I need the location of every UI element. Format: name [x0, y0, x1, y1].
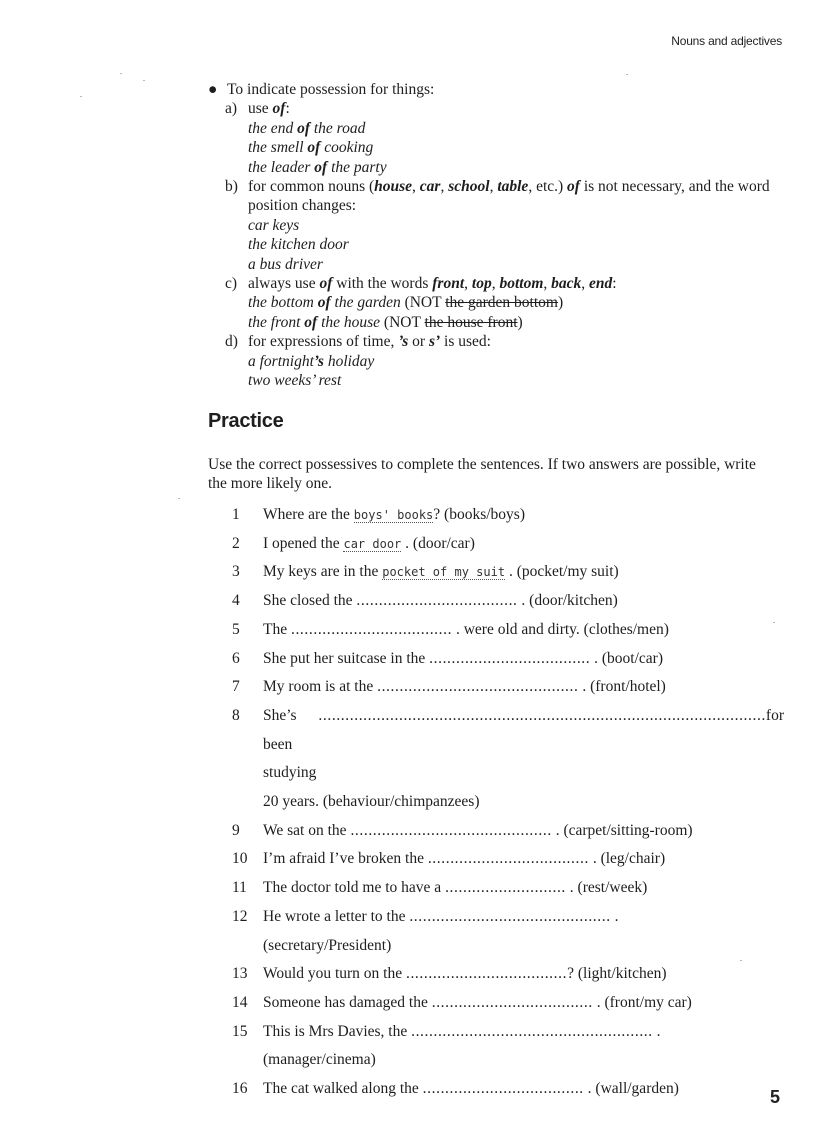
practice-heading: Practice — [208, 410, 284, 432]
sentence-end: . (wall/garden) — [583, 1080, 679, 1098]
struck-wrong-form: the house front — [424, 313, 518, 331]
sentence-end: . (rest/week) — [565, 879, 648, 897]
sentence-start: The cat walked along the — [263, 1080, 423, 1098]
rule-letter: c) — [225, 275, 238, 293]
sentence-start: My keys are in the — [263, 563, 383, 581]
item-number: 10 — [232, 850, 248, 868]
keyword: school — [448, 178, 490, 196]
scan-speck — [80, 96, 82, 97]
rule-text: for expressions of time, — [248, 333, 399, 351]
answer-blank[interactable]: ........................... — [445, 879, 566, 897]
keyword: ’s — [313, 352, 324, 370]
sentence-end: ? (books/boys) — [433, 506, 525, 523]
separator: , — [464, 275, 472, 293]
sentence-start: She’s been studying — [263, 706, 317, 782]
rule-b — [225, 177, 788, 274]
example-text: the road — [310, 119, 366, 137]
exercise-item — [232, 1075, 784, 1104]
answer-blank[interactable]: .................................... — [429, 649, 591, 667]
rule-letter: d) — [225, 333, 238, 351]
sentence-start: We sat on the — [263, 821, 351, 839]
item-number: 9 — [232, 821, 240, 839]
sentence-end: . (leg/chair) — [588, 850, 666, 868]
rule-text: : — [285, 100, 290, 118]
sentence-start: I’m afraid I’ve broken the — [263, 850, 428, 868]
rule-text: for common nouns ( — [248, 178, 375, 196]
sentence-end: for — [765, 706, 784, 724]
answer-field[interactable]: pocket of my suit — [382, 565, 506, 580]
rule-text: or — [408, 333, 429, 351]
example-text: the leader — [248, 158, 315, 176]
keyword: of — [314, 158, 328, 176]
sentence-continuation: (secretary/President) — [263, 936, 392, 954]
page-number: 5 — [769, 1087, 780, 1107]
keyword: table — [497, 178, 529, 196]
answer-blank[interactable]: .................................................................................................... — [318, 706, 766, 724]
not-open: (NOT — [400, 294, 446, 312]
sentence-start: Someone has damaged the — [263, 993, 432, 1011]
sentence-start: She closed the — [263, 592, 357, 610]
answer-blank[interactable]: .................................... — [405, 965, 568, 983]
exercise-item — [232, 530, 784, 559]
running-head: Nouns and adjectives — [671, 34, 782, 48]
example — [248, 352, 788, 371]
item-number: 2 — [232, 534, 240, 552]
sentence-end: ? (light/kitchen) — [567, 965, 667, 983]
item-number: 6 — [232, 649, 240, 667]
example-text: the party — [327, 158, 387, 176]
struck-wrong-form: the garden bottom — [445, 294, 558, 312]
example-text: cooking — [320, 139, 374, 157]
separator: , — [543, 275, 552, 293]
answer-field[interactable]: boys' books — [353, 508, 434, 522]
sentence-end: . were old and dirty. (clothes/men) — [452, 620, 669, 638]
example — [248, 119, 788, 138]
exercise-item — [232, 587, 784, 616]
item-number: 16 — [232, 1080, 248, 1098]
example-text: holiday — [323, 352, 375, 370]
scan-speck — [740, 960, 742, 961]
sentence-start: He wrote a letter to the — [263, 907, 410, 925]
answer-blank[interactable]: .................................... — [290, 620, 453, 638]
not-open: (NOT — [380, 313, 425, 331]
rule-text: is not necessary, and the word position changes: — [248, 178, 770, 215]
item-number: 11 — [232, 879, 247, 897]
exercise-item-continuation — [232, 1046, 784, 1075]
item-number: 13 — [232, 965, 248, 983]
keyword: back — [551, 275, 582, 293]
exercise-item-continuation — [232, 788, 784, 817]
example: car keys — [248, 216, 300, 234]
keyword: of — [317, 294, 331, 312]
example: a bus driver — [248, 255, 323, 273]
answer-blank[interactable]: ............................................. — [409, 907, 611, 925]
answer-blank[interactable]: ............................................. — [350, 821, 552, 839]
exercise-item — [232, 817, 784, 846]
rule-a — [225, 99, 788, 177]
example: two weeks’ rest — [248, 372, 342, 390]
example-text: the bottom — [248, 294, 318, 312]
exercise-item — [232, 645, 784, 674]
keyword: end — [589, 275, 613, 293]
practice-instructions: Use the correct possessives to complete the sentences. If two answers are possible, write the more likely one. — [208, 456, 756, 493]
sentence-start: The doctor told me to have a — [263, 879, 446, 897]
keyword: house — [374, 178, 413, 196]
item-number: 14 — [232, 993, 248, 1011]
exercise-item-continuation — [232, 932, 784, 961]
exercise-item — [232, 673, 784, 702]
scan-speck — [120, 73, 122, 74]
sentence-start: She put her suitcase in the — [263, 649, 430, 667]
sentence-start: The — [263, 620, 291, 638]
rule-body — [248, 332, 788, 390]
sentence-end: . — [610, 907, 619, 925]
example-text: a fortnight — [248, 352, 314, 370]
rule-text: use — [248, 100, 273, 118]
exercise-item — [232, 960, 784, 989]
rule-text: always use — [248, 275, 320, 293]
keyword: ’s — [398, 333, 409, 351]
keyword: bottom — [499, 275, 544, 293]
sentence-end: . (carpet/sitting-room) — [551, 821, 693, 839]
rule-body — [248, 177, 788, 274]
example-text: the smell — [248, 139, 308, 157]
rule-body — [248, 99, 788, 177]
item-number: 3 — [232, 563, 240, 581]
rule-text: : — [612, 275, 617, 293]
scan-speck — [773, 622, 775, 623]
item-number: 4 — [232, 592, 240, 610]
keyword: of — [567, 178, 580, 196]
keyword: top — [471, 275, 492, 293]
sentence-start: I opened the — [263, 534, 344, 552]
keyword: of — [297, 119, 310, 137]
sentence-end: . (front/hotel) — [578, 678, 666, 696]
example-text: the house — [317, 313, 381, 331]
scan-speck — [178, 498, 180, 499]
exercise-list — [232, 501, 784, 1104]
keyword: of — [307, 139, 321, 157]
bullet-text: To indicate possession for things: — [227, 81, 435, 98]
example-text: the front — [248, 313, 305, 331]
sentence-end: . (pocket/my suit) — [505, 563, 619, 581]
exercise-item — [232, 616, 784, 645]
rule-letter: a) — [225, 100, 238, 118]
answer-field[interactable]: car door — [343, 536, 402, 551]
sentence-end: . (boot/car) — [590, 649, 663, 667]
exercise-item — [232, 558, 784, 587]
sentence-start: My room is at the — [263, 678, 378, 696]
rule-text: is used: — [440, 333, 491, 351]
example — [248, 313, 788, 332]
keyword: of — [319, 275, 333, 293]
exercise-item — [232, 501, 784, 530]
rule-letter: b) — [225, 178, 238, 196]
separator: , — [581, 275, 590, 293]
rule-text: , etc.) — [528, 178, 568, 196]
exercise-item — [232, 874, 784, 903]
exercise-item — [232, 845, 784, 874]
rule-body — [248, 274, 788, 332]
sentence-continuation: (manager/cinema) — [263, 1051, 376, 1069]
rule-c — [225, 274, 788, 332]
exercise-item — [232, 1018, 784, 1047]
keyword: s’ — [428, 333, 441, 351]
bullet-possession-things — [208, 80, 788, 99]
example-text: the end — [248, 119, 298, 137]
item-number: 15 — [232, 1022, 248, 1040]
example — [248, 293, 788, 312]
rule-d — [225, 332, 788, 390]
sentence-end: . (door/car) — [401, 534, 475, 552]
exercise-item — [232, 702, 784, 788]
sentence-start: This is Mrs Davies, the — [263, 1022, 412, 1040]
item-number: 12 — [232, 907, 248, 925]
keyword: car — [419, 178, 441, 196]
not-close: ) — [517, 313, 523, 331]
keyword: front — [432, 275, 465, 293]
item-number: 5 — [232, 620, 240, 638]
separator: , — [412, 178, 420, 196]
answer-blank[interactable]: .................................... — [427, 850, 589, 868]
item-number: 8 — [232, 706, 240, 724]
sentence-end: . (front/my car) — [592, 993, 692, 1011]
item-number: 7 — [232, 678, 240, 696]
example — [248, 138, 788, 157]
rule-text: with the words — [332, 275, 433, 293]
answer-blank[interactable]: ............................................. — [377, 678, 579, 696]
separator: , — [489, 178, 498, 196]
exercise-item — [232, 989, 784, 1018]
item-number: 1 — [232, 506, 240, 523]
example: the kitchen door — [248, 236, 349, 254]
sentence-end: . — [652, 1022, 661, 1040]
separator: , — [440, 178, 449, 196]
exercise-item — [232, 903, 784, 932]
sentence-start: Would you turn on the — [263, 965, 406, 983]
example-text: the garden — [330, 294, 401, 312]
separator: , — [491, 275, 500, 293]
answer-blank[interactable]: .................................... — [356, 592, 518, 610]
sentence-end: . (door/kitchen) — [517, 592, 618, 610]
not-close: ) — [557, 294, 564, 312]
answer-blank[interactable]: .................................... — [431, 993, 593, 1011]
answer-blank[interactable]: ...................................................... — [411, 1022, 653, 1040]
example — [248, 158, 788, 177]
sentence-continuation: 20 years. (behaviour/chimpanzees) — [263, 793, 480, 811]
bullet-icon: ● — [208, 81, 218, 98]
answer-blank[interactable]: .................................... — [422, 1080, 584, 1098]
sentence-start: Where are the — [263, 506, 354, 523]
keyword: of — [272, 100, 286, 118]
scan-speck — [143, 80, 145, 81]
grammar-notes — [208, 80, 788, 391]
scan-speck — [626, 74, 628, 75]
keyword: of — [304, 313, 318, 331]
